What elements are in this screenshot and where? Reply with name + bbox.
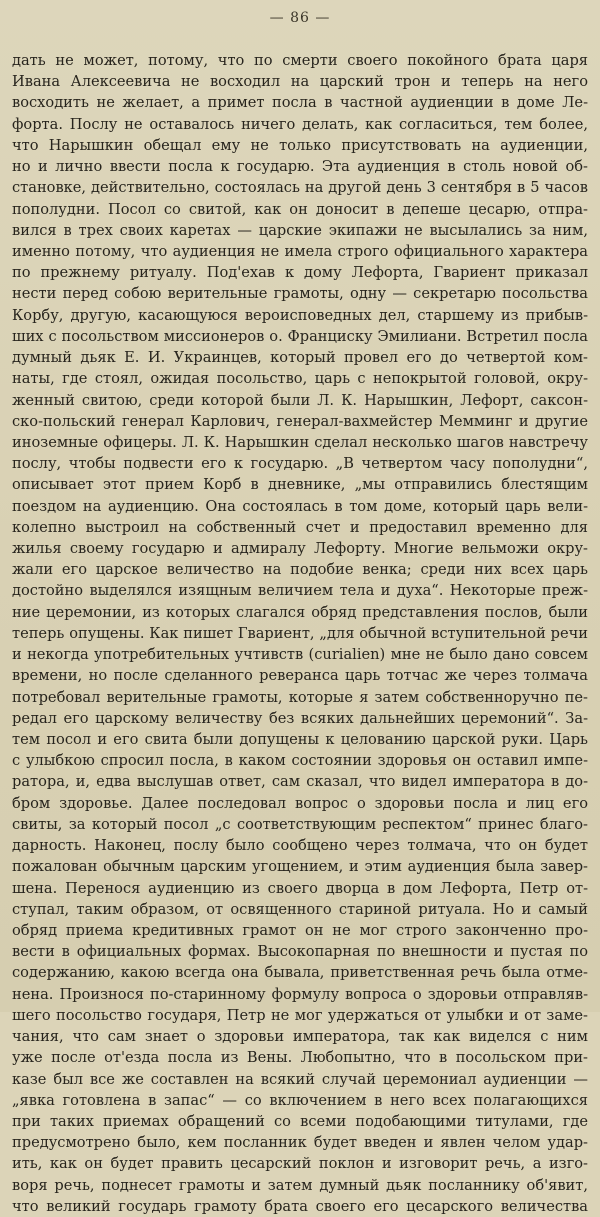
- text-line: наты, где стоял, ожидая посольство, царь с непокрытой головой, окру-: [12, 370, 588, 388]
- text-line: времени, но после сделанного реверанса царь тотчас же через толмача: [12, 667, 588, 685]
- text-line: жилья своему государю и адмиралу Лефорту. Многие вельможи окру-: [12, 540, 588, 558]
- text-line: становке, действительно, состоялась на другой день 3 сентября в 5 часов: [12, 179, 588, 197]
- text-line: „явка готовлена в запас“ — со включением в него всех полагающихся: [12, 1091, 588, 1109]
- text-line: но и лично ввести посла к государю. Эта аудиенция в столь новой об-: [12, 158, 588, 176]
- text-line: при таких приемах обращений со всеми подобающими титулами, где: [12, 1112, 588, 1130]
- text-line: форта. Послу не оставалось ничего делать, как согласиться, тем более,: [12, 115, 588, 133]
- text-line: описывает этот прием Корб в дневнике, „мы отправились блестящим: [12, 476, 588, 494]
- text-line: что великий государь грамоту брата своего его цесарского величества: [12, 1197, 588, 1215]
- text-line: ско-польский генерал Карлович, генерал-вахмейстер Мемминг и другие: [12, 412, 588, 430]
- text-line: поездом на аудиенцию. Она состоялась в том доме, который царь вели-: [12, 497, 588, 515]
- text-line: что Нарышкин обещал ему не только присутствовать на аудиенции,: [12, 136, 588, 154]
- text-line: думный дьяк Е. И. Украинцев, который провел его до четвертой ком-: [12, 349, 588, 367]
- text-line: восходить не желает, а примет посла в частной аудиенции в доме Ле-: [12, 94, 588, 112]
- text-line: содержанию, какою всегда она бывала, приветственная речь была отме-: [12, 964, 588, 982]
- text-line: ступал, таким образом, от освященного стариной ритуала. Но и самый: [12, 900, 588, 918]
- text-line: Корбу, другую, касающуюся вероисповедных дел, старшему из прибыв-: [12, 306, 588, 324]
- text-line: обряд приема кредитивных грамот он не мог строго законченно про-: [12, 921, 588, 939]
- text-line: тем посол и его свита были допущены к целованию царской руки. Царь: [12, 731, 588, 748]
- body-text: [12, 50, 588, 1217]
- text-line: вести в официальных формах. Высокопарная по внешности и пустая по: [12, 943, 588, 961]
- text-line: достойно выделялся изящным величием тела и духа“. Некоторые преж-: [12, 582, 588, 600]
- text-line: ить, как он будет править цесарский поклон и изговорит речь, а изго-: [12, 1155, 588, 1173]
- text-line: по прежнему ритуалу. Под'ехав к дому Лефорта, Гвариент приказал: [12, 264, 588, 282]
- text-line: пополудни. Посол со свитой, как он доносит в депеше цесарю, отпра-: [12, 200, 588, 218]
- text-line: жали его царское величество на подобие венка; среди них всех царь: [12, 561, 588, 579]
- text-line: нена. Произнося по-старинному формулу вопроса о здоровьи отправляв-: [12, 985, 588, 1003]
- text-line: редал его царскому величеству без всяких дальнейших церемоний“. За-: [12, 709, 588, 727]
- text-line: именно потому, что аудиенция не имела строго официального характера: [12, 242, 588, 260]
- text-line: дать не может, потому, что по смерти своего покойного брата царя: [12, 52, 588, 69]
- text-line: теперь опущены. Как пишет Гвариент, „для обычной вступительной речи: [12, 624, 588, 642]
- text-line: с улыбкою спросил посла, в каком состоянии здоровья он оставил импе-: [12, 752, 588, 770]
- text-line: дарность. Наконец, послу было сообщено через толмача, что он будет: [12, 837, 588, 855]
- text-line: пожалован обычным царским угощением, и этим аудиенция была завер-: [12, 858, 588, 876]
- text-line: нести перед собою верительные грамоты, одну — секретарю посольства: [12, 285, 588, 303]
- text-line: послу, чтобы подвести его к государю. „В четвертом часу пополудни“,: [12, 455, 588, 473]
- text-line: Ивана Алексеевича не восходил на царский трон и теперь на него: [12, 73, 588, 91]
- text-line: свиты, за который посол „с соответствующим респектом“ принес благо-: [12, 815, 588, 833]
- text-line: потребовал верительные грамоты, которые я затем собственноручно пе-: [12, 688, 588, 706]
- page-number: — 86 —: [269, 10, 331, 26]
- text-line: бром здоровье. Далее последовал вопрос о здоровьи посла и лиц его: [12, 794, 588, 812]
- text-line: и некогда употребительных учтивств (curialien) мне не было дано совсем: [12, 646, 588, 664]
- text-line: иноземные офицеры. Л. К. Нарышкин сделал несколько шагов навстречу: [12, 433, 588, 451]
- text-line: шего посольство государя, Петр не мог удержаться от улыбки и от заме-: [12, 1006, 588, 1024]
- text-line: вился в трех своих каретах — царские экипажи не высылались за ним,: [12, 221, 588, 239]
- text-line: колепно выстроил на собственный счет и предоставил временно для: [12, 518, 588, 536]
- text-line: казе был все же составлен на всякий случай церемониал аудиенции —: [12, 1070, 588, 1088]
- text-line: женный свитою, среди которой были Л. К. Нарышкин, Лефорт, саксон-: [12, 391, 588, 409]
- text-line: ние церемонии, из которых слагался обряд представления послов, были: [12, 603, 588, 621]
- text-line: предусмотрено было, кем посланник будет введен и явлен челом удар-: [12, 1134, 588, 1152]
- text-line: воря речь, поднесет грамоты и затем думный дьяк посланнику об'явит,: [12, 1176, 588, 1194]
- text-line: ших с посольством миссионеров о. Франциску Эмилиани. Встретил посла: [12, 327, 588, 345]
- text-line: шена. Перенося аудиенцию из своего дворца в дом Лефорта, Петр от-: [12, 879, 588, 897]
- text-line: чания, что сам знает о здоровьи императора, так как виделся с ним: [12, 1028, 588, 1046]
- text-line: уже после от'езда посла из Вены. Любопытно, что в посольском при-: [12, 1049, 588, 1067]
- text-line: ратора, и, едва выслушав ответ, сам сказал, что видел императора в до-: [12, 773, 588, 791]
